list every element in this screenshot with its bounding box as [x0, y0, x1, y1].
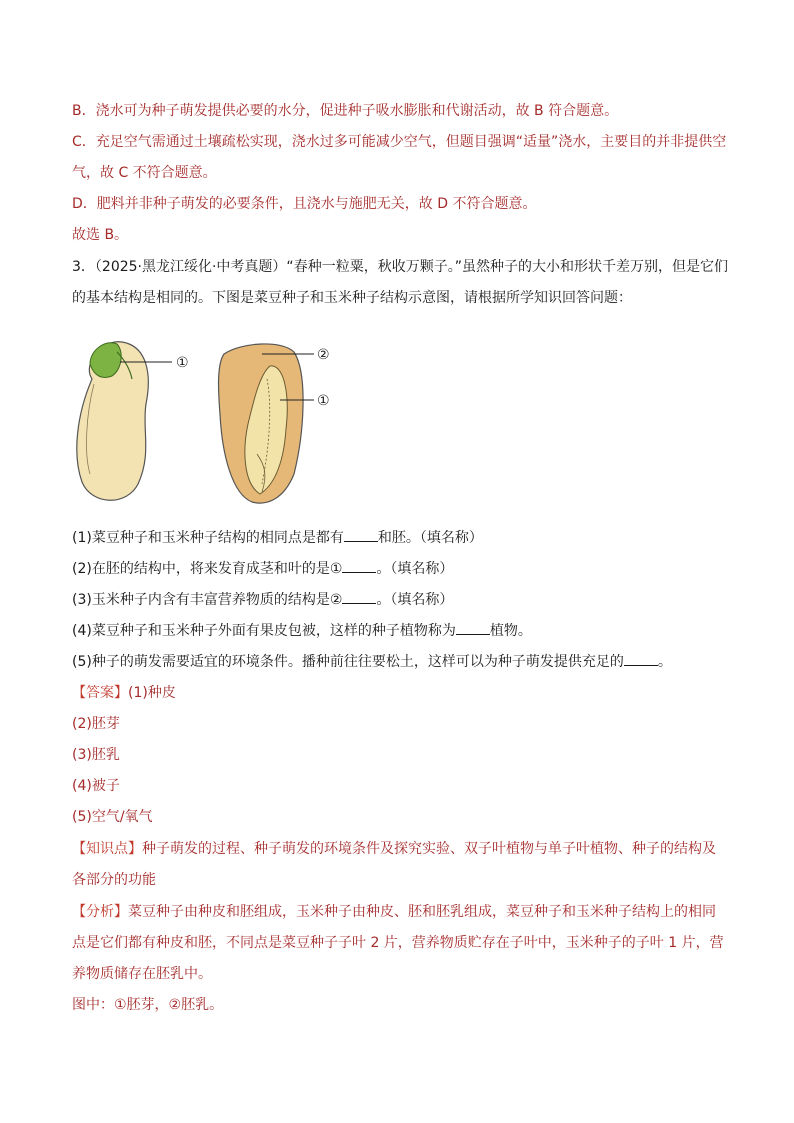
answer-tag: 【答案】 — [72, 685, 128, 701]
knowledge-text-1: 种子萌发的过程、种子萌发的环境条件及探究实验、双子叶植物与单子叶植物、种子的结构及 — [142, 841, 716, 857]
question-intro-line2: 的基本结构是相同的。下图是菜豆种子和玉米种子结构示意图，请根据所学知识回答问题： — [72, 290, 632, 306]
corn-label-2: ② — [317, 347, 330, 363]
question-5-text: (5)种子的萌发需要适宜的环境条件。播种前往往要松土，这样可以为种子萌发提供充足的 — [72, 654, 624, 670]
question-4-text: (4)菜豆种子和玉米种子外面有果皮包被，这样的种子植物称为 — [72, 623, 456, 639]
answer-1: (1)种皮 — [128, 685, 176, 701]
answer-line-1 — [72, 683, 176, 703]
analysis-line2: 点是它们都有种皮和胚，不同点是菜豆种子子叶 2 片，营养物质贮存在子叶中，玉米种子的子叶 1 片，营 — [72, 935, 724, 951]
knowledge-line1 — [72, 839, 716, 859]
bean-label-1: ① — [176, 355, 189, 371]
answer-blank-5[interactable] — [624, 651, 658, 666]
answer-5: (5)空气/氧气 — [72, 809, 153, 825]
question-4 — [72, 620, 532, 641]
question-2 — [72, 558, 453, 579]
final-choice: 故选 B。 — [72, 227, 129, 243]
question-intro-line1: 3．（2025·黑龙江绥化·中考真题）“春种一粒粟，秋收万颗子。”虽然种子的大小和形状千差万别，但是它们 — [72, 259, 728, 275]
bean-seed-diagram — [77, 342, 189, 501]
question-5 — [72, 651, 672, 672]
seed-structure-figure — [72, 334, 372, 512]
answer-3: (3)胚乳 — [72, 747, 120, 763]
question-3-suffix: 。（填名称） — [376, 592, 454, 608]
explanation-option-d: D．肥料并非种子萌发的必要条件，且浇水与施肥无关，故 D 不符合题意。 — [72, 196, 537, 212]
bean-plumule — [90, 343, 121, 378]
question-2-text: (2)在胚的结构中，将来发育成茎和叶的是① — [72, 561, 343, 577]
analysis-line1 — [72, 902, 716, 922]
analysis-line3: 养物质储存在胚乳中。 — [72, 966, 212, 982]
corn-label-1: ① — [317, 393, 330, 409]
question-5-suffix: 。 — [657, 654, 672, 670]
question-2-suffix: 。（填名称） — [376, 561, 454, 577]
question-3 — [72, 589, 453, 610]
question-1-text: (1)菜豆种子和玉米种子结构的相同点是都有 — [72, 530, 344, 546]
analysis-text-1: 菜豆种子由种皮和胚组成，玉米种子由种皮、胚和胚乳组成，菜豆种子和玉米种子结构上的相同 — [128, 904, 716, 920]
analysis-line4: 图中：①胚芽，②胚乳。 — [72, 997, 224, 1013]
answer-blank-3[interactable] — [342, 589, 376, 604]
knowledge-line2: 各部分的功能 — [72, 872, 156, 888]
question-1 — [72, 527, 483, 548]
explanation-option-c-line2: 气，故 C 不符合题意。 — [72, 165, 217, 181]
question-4-suffix: 植物。 — [489, 623, 532, 639]
question-1-suffix: 和胚。（填名称） — [377, 530, 483, 546]
explanation-option-b: B．浇水可为种子萌发提供必要的水分，促进种子吸水膨胀和代谢活动，故 B 符合题意。 — [72, 103, 619, 119]
knowledge-tag: 【知识点】 — [72, 841, 142, 857]
answer-blank-2[interactable] — [342, 558, 376, 573]
answer-blank-1[interactable] — [344, 527, 378, 542]
question-3-text: (3)玉米种子内含有丰富营养物质的结构是② — [72, 592, 343, 608]
answer-4: (4)被子 — [72, 778, 120, 794]
analysis-tag: 【分析】 — [72, 904, 128, 920]
corn-seed-diagram — [219, 344, 330, 503]
explanation-option-c-line1: C．充足空气需通过土壤疏松实现，浇水过多可能减少空气，但题目强调“适量”浇水，主要目的并非提供空 — [72, 134, 727, 150]
answer-2: (2)胚芽 — [72, 716, 120, 732]
answer-blank-4[interactable] — [456, 620, 490, 635]
